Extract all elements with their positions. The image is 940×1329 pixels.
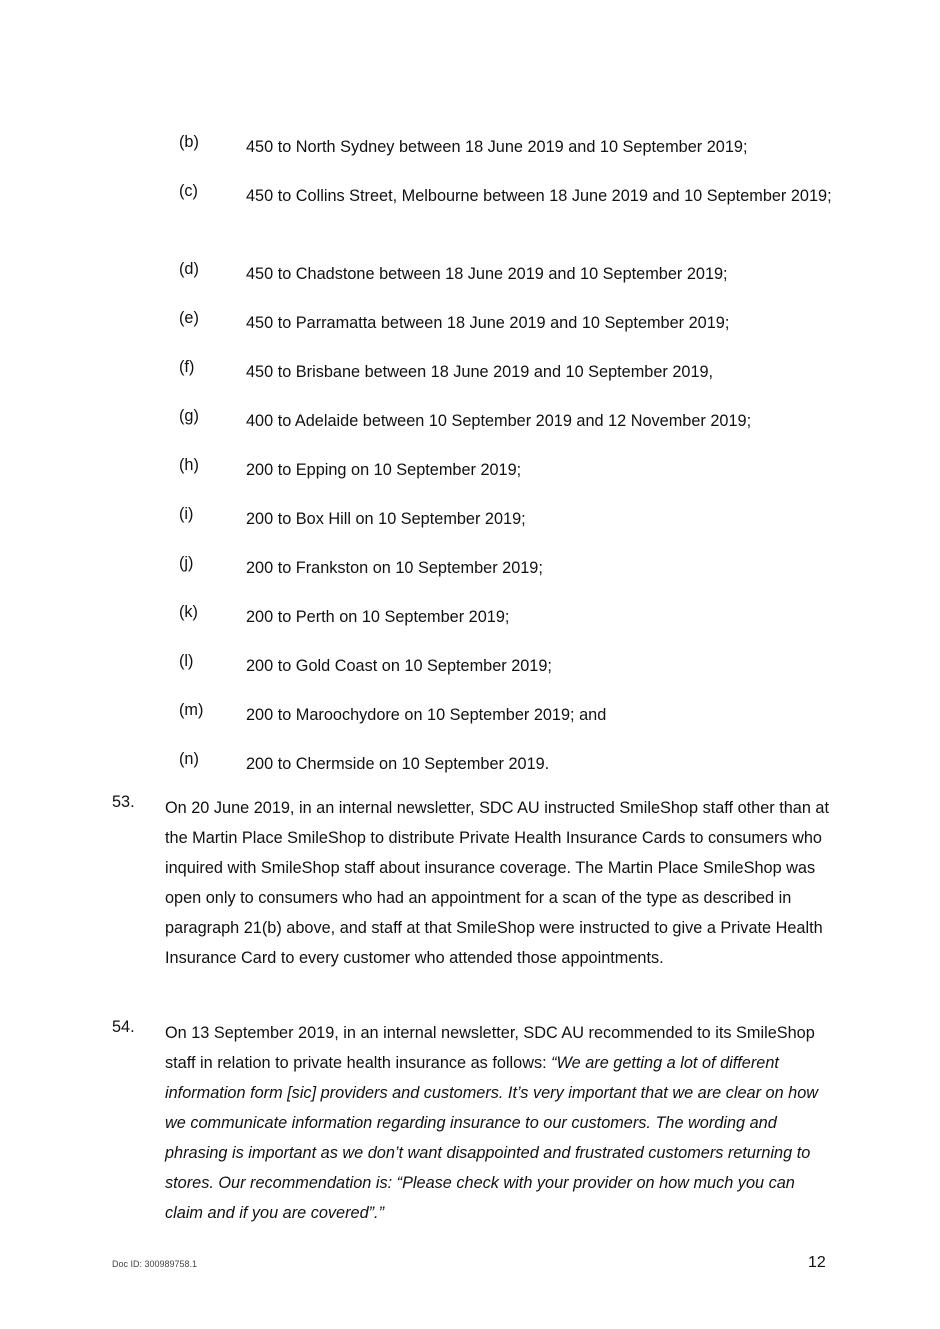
item-label: (g) (179, 407, 199, 425)
item-label: (h) (179, 456, 199, 474)
item-text: 200 to Chermside on 10 September 2019. (246, 755, 550, 773)
item-text: 200 to Epping on 10 September 2019; (246, 461, 522, 479)
item-label: (b) (179, 133, 199, 151)
item-text: 200 to Gold Coast on 10 September 2019; (246, 657, 552, 675)
item-text: 450 to Brisbane between 18 June 2019 and 10 September 2019, (246, 363, 714, 381)
page-number: 12 (808, 1254, 826, 1271)
item-text: 200 to Frankston on 10 September 2019; (246, 559, 543, 577)
quoted-text: “We are getting a lot of different information form [sic] providers and customers. It’s very important that we are clear on how we communicate information regarding insurance to our customers. The wording and phrasing is important as we don’t want disappointed and frustrated customers returning to stores. Our recommendation is: “Please check with your provider on how much you can claim and if you are covered”.” (165, 1054, 819, 1222)
item-text: 200 to Box Hill on 10 September 2019; (246, 510, 526, 528)
item-label: (e) (179, 309, 199, 327)
item-text: 450 to Parramatta between 18 June 2019 and 10 September 2019; (246, 314, 730, 332)
paragraph-text: On 13 September 2019, in an internal newsletter, SDC AU recommended to its SmileShop staff in relation to private health insurance as follows: (165, 1024, 815, 1072)
document-id: Doc ID: 300989758.1 (112, 1259, 198, 1269)
item-label: (f) (179, 358, 195, 376)
paragraph-number: 53. (112, 793, 135, 811)
item-label: (c) (179, 182, 198, 200)
item-label: (m) (179, 701, 204, 719)
item-text: 200 to Perth on 10 September 2019; (246, 608, 510, 626)
item-text: 450 to Collins Street, Melbourne between 18 June 2019 and 10 September 2019; (246, 187, 832, 205)
item-text: 400 to Adelaide between 10 September 2019 and 12 November 2019; (246, 412, 752, 430)
item-label: (d) (179, 260, 199, 278)
item-label: (k) (179, 603, 198, 621)
item-text: 200 to Maroochydore on 10 September 2019; and (246, 706, 607, 724)
paragraph-number: 54. (112, 1018, 135, 1036)
paragraph-text: On 20 June 2019, in an internal newsletter, SDC AU instructed SmileShop staff other than at the Martin Place SmileShop to distribute Private Health Insurance Cards to consumers who inquired with SmileShop staff about insurance coverage. The Martin Place SmileShop was open only to consumers who had an appointment for a scan of the type as described in paragraph 21(b) above, and staff at that SmileShop were instructed to give a Private Health Insurance Card to every customer who attended those appointments. (165, 799, 830, 967)
item-text: 450 to North Sydney between 18 June 2019 and 10 September 2019; (246, 138, 748, 156)
item-label: (l) (179, 652, 194, 670)
item-label: (i) (179, 505, 194, 523)
item-text: 450 to Chadstone between 18 June 2019 and 10 September 2019; (246, 265, 728, 283)
paragraph-body (165, 1018, 837, 1228)
item-label: (n) (179, 750, 199, 768)
item-label: (j) (179, 554, 194, 572)
